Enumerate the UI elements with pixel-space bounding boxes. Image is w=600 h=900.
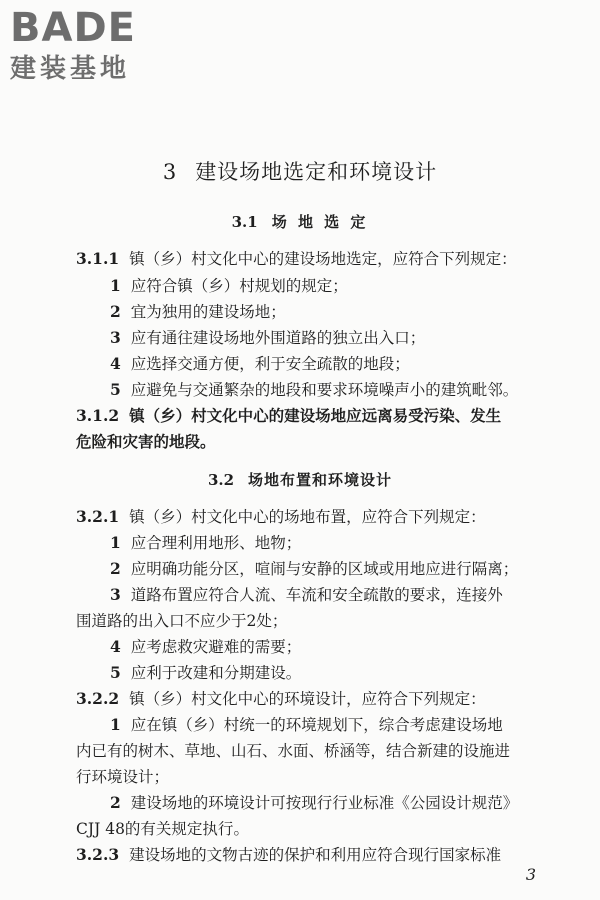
item-text: 道路布置应符合人流、车流和安全疏散的要求，连接外 bbox=[130, 586, 503, 604]
item-number: 5 bbox=[110, 663, 121, 682]
section-heading bbox=[0, 469, 600, 490]
logo-chinese: 建装基地 bbox=[10, 54, 131, 84]
item-number: 4 bbox=[110, 637, 121, 656]
section-number: 3.1 bbox=[231, 213, 258, 231]
clause-text: 镇（乡）村文化中心的建设场地选定，应符合下列规定： bbox=[129, 250, 517, 268]
item-text: 应利于改建和分期建设。 bbox=[130, 664, 302, 682]
clause-line bbox=[76, 249, 517, 269]
item-number: 3 bbox=[110, 328, 121, 347]
item-line bbox=[110, 637, 301, 657]
item-text: 应在镇（乡）村统一的环境规划下，综合考虑建设场地 bbox=[130, 716, 503, 734]
item-line bbox=[110, 380, 518, 400]
clause-code: 3.2.2 bbox=[76, 689, 120, 708]
item-line bbox=[110, 354, 410, 374]
clause-code: 3.1.2 bbox=[76, 406, 120, 425]
item-line bbox=[110, 793, 518, 813]
clause-text: 镇（乡）村文化中心的场地布置，应符合下列规定： bbox=[129, 508, 486, 526]
item-text: 应有通往建设场地外围道路的独立出入口； bbox=[130, 329, 426, 347]
item-line bbox=[110, 715, 503, 735]
continuation-line: 内已有的树木、草地、山石、水面、桥涵等，结合新建的设施进 bbox=[76, 742, 511, 760]
logo-wordmark: BADE bbox=[10, 5, 136, 51]
clause-line bbox=[76, 689, 486, 709]
chapter-number: 3 bbox=[162, 160, 178, 184]
item-number: 1 bbox=[110, 276, 121, 295]
item-line bbox=[110, 328, 425, 348]
section-number: 3.2 bbox=[207, 471, 235, 489]
item-text: 应符合镇（乡）村规划的规定； bbox=[130, 277, 348, 295]
clause-line bbox=[76, 507, 486, 527]
item-text: 建设场地的环境设计可按现行行业标准《公园设计规范》 bbox=[130, 794, 519, 812]
item-number: 1 bbox=[110, 533, 121, 552]
section-title: 场 地 选 定 bbox=[271, 213, 369, 231]
continuation-line: 行环境设计； bbox=[76, 768, 170, 786]
item-number: 1 bbox=[110, 715, 121, 734]
item-line bbox=[110, 585, 503, 605]
item-number: 5 bbox=[110, 380, 121, 399]
page-number: 3 bbox=[525, 865, 536, 884]
item-number: 4 bbox=[110, 354, 121, 373]
chapter-heading bbox=[0, 156, 600, 186]
continuation-line: 围道路的出入口不应少于2处； bbox=[76, 612, 288, 630]
section-heading bbox=[0, 211, 600, 232]
item-number: 2 bbox=[110, 793, 121, 812]
continuation-line: 危险和灾害的地段。 bbox=[76, 432, 216, 451]
item-text: 应合理利用地形、地物； bbox=[130, 534, 302, 552]
item-number: 3 bbox=[110, 585, 121, 604]
item-text: 应选择交通方便，利于安全疏散的地段； bbox=[130, 355, 410, 373]
clause-text: 镇（乡）村文化中心的环境设计，应符合下列规定： bbox=[129, 690, 486, 708]
item-number: 2 bbox=[110, 302, 121, 321]
item-line bbox=[110, 302, 286, 322]
bade-logo bbox=[10, 6, 180, 90]
clause-line bbox=[76, 406, 501, 426]
section-title: 场地布置和环境设计 bbox=[248, 471, 393, 489]
item-line bbox=[110, 533, 301, 553]
item-text: 应明确功能分区，喧闹与安静的区域或用地应进行隔离； bbox=[130, 560, 519, 578]
continuation-line: CJJ 48的有关规定执行。 bbox=[76, 820, 249, 838]
item-line bbox=[110, 559, 518, 579]
item-text: 宜为独用的建设场地； bbox=[130, 303, 286, 321]
clause-code: 3.2.3 bbox=[76, 845, 120, 864]
clause-text: 建设场地的文物古迹的保护和利用应符合现行国家标准 bbox=[129, 846, 502, 864]
clause-code: 3.1.1 bbox=[76, 249, 120, 268]
item-text: 应考虑救灾避难的需要； bbox=[130, 638, 302, 656]
item-line bbox=[110, 663, 301, 683]
clause-text: 镇（乡）村文化中心的建设场地应远离易受污染、发生 bbox=[129, 406, 502, 425]
chapter-title: 建设场地选定和环境设计 bbox=[195, 160, 438, 184]
item-line bbox=[110, 276, 348, 296]
clause-line bbox=[76, 845, 501, 865]
item-number: 2 bbox=[110, 559, 121, 578]
clause-code: 3.2.1 bbox=[76, 507, 120, 526]
item-text: 应避免与交通繁杂的地段和要求环境噪声小的建筑毗邻。 bbox=[130, 381, 519, 399]
